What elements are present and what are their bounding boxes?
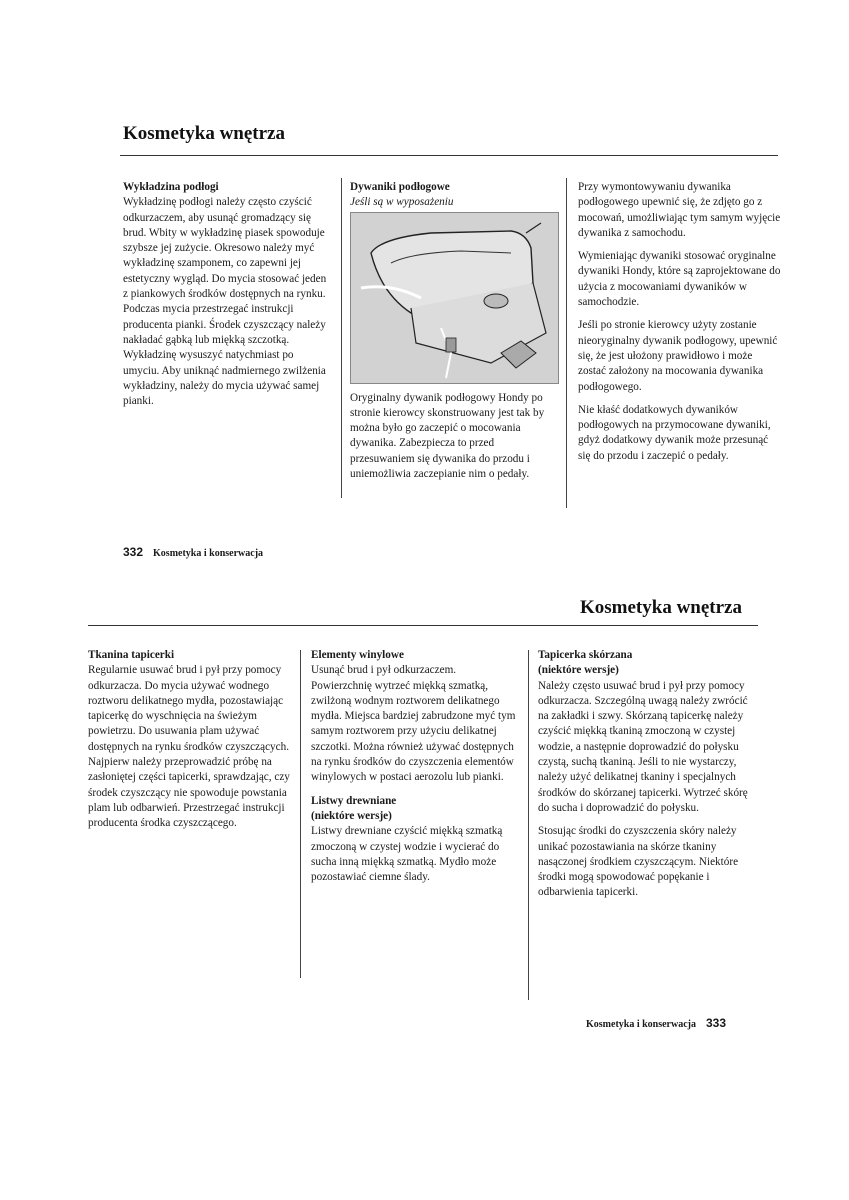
bottom-title-rule	[88, 625, 758, 626]
wood-trim-text: Listwy drewniane czyścić miękką szmatką zmoczoną w czystej wodzie i wycierać do sucha inną miękką szmatką. Mydło może pozostawiać ciemne ślady.	[311, 825, 503, 884]
top-title-rule	[120, 155, 778, 156]
leather-warning-text: Stosując środki do czyszczenia skóry należy unikać pozostawiania na skórze tkaniny nasączonej środkiem czyszczącym. Niektóre środki mogą spowodować popękanie i odbarwienia tapicerki.	[538, 825, 739, 899]
floor-mats-subheading: Jeśli są w wyposażeniu	[350, 196, 454, 209]
floor-mat-illustration	[350, 212, 559, 384]
top-footer	[123, 545, 263, 559]
vinyl-elements-heading: Elementy winylowe	[311, 649, 404, 661]
fabric-upholstery-text: Regularnie usuwać brud i pył przy pomocy odkurzacza. Do mycia używać wodnego roztworu delikatnego mydła, pozostawiając tapicerkę do wyschnięcia na świeżym powietrzu. Do usuwania plam używać dostępnych na rynku środków czyszczących. Najpierw należy przeprowadzić próbę na zasłoniętej części tapicerki, sprawdzając, czy środek czyszczący nie spowoduje powstania plam lub odbarwień. Przestrzegać instrukcji producenta środka czyszczącego.	[88, 664, 290, 830]
floor-mats-caption: Oryginalny dywanik podłogowy Hondy po stronie kierowcy skonstruowany jest tak by można było go zaczepić o mocowania dywanika. Zabezpiecza to przed przesuwaniem się dywanika do przodu i uniemożliwia zaczepianie nim o pedały.	[350, 391, 545, 481]
mat-replacement-text: Wymieniając dywaniki stosować oryginalne dywaniki Hondy, które są zaprojektowane do użycia z mocowaniami dywaników w samochodzie.	[578, 250, 781, 309]
bottom-footer	[586, 1016, 726, 1030]
leather-cleaning-text: Należy często usuwać brud i pył przy pomocy odkurzacza. Szczególną uwagą należy zwrócić na zakładki i szwy. Skórzaną tapicerkę należy czyścić miękką tkaniną zmoczoną w czystej wodzie, a następnie doprowadzić do połysku czystą, suchą tkaniną. Jeśli to nie wystarczy, należy użyć delikatnej tkaniny i specjalnych środków do skórzanej tapicerki. Wytrzeć skórę do sucha i doprowadzić do połysku.	[538, 679, 748, 814]
bottom-column-divider-2	[528, 650, 529, 1000]
floor-carpet-heading: Wykładzina podłogi	[123, 181, 219, 193]
bottom-column-divider-1	[300, 650, 301, 978]
top-page-title: Kosmetyka wnętrza	[123, 123, 285, 144]
wood-trim-subheading: (niektóre wersje)	[311, 809, 392, 822]
leather-upholstery-subheading: (niektóre wersje)	[538, 664, 619, 677]
top-footer-label: Kosmetyka i konserwacja	[153, 548, 264, 559]
wood-trim-heading: Listwy drewniane	[311, 794, 397, 807]
vinyl-elements-text: Usunąć brud i pył odkurzaczem. Powierzchnię wytrzeć miękką szmatką, zwilżoną wodnym roztworem delikatnego mydła. Miejsca bardziej zabrudzone myć tym samym roztworem przy użyciu delikatnej szczotki. Można również używać dostępnych na rynku środków do czyszczenia elementów winylowych w postaci aerozolu lub pianki.	[311, 664, 516, 784]
mat-removal-text: Przy wymontowywaniu dywanika podłogowego upewnić się, że zdjęto go z mocowań, umożliwiając tym samym wyjęcie dywanika z samochodu.	[578, 181, 781, 239]
top-column-3	[578, 180, 783, 472]
bottom-page-number: 333	[706, 1016, 727, 1030]
extra-mats-warning-text: Nie kłaść dodatkowych dywaników podłogowych na przymocowane dywaniki, gdyż dodatkowy dywanik może przesunąć się do przodu i zaczepić o pedały.	[578, 403, 771, 462]
bottom-footer-label: Kosmetyka i konserwacja	[586, 1019, 696, 1030]
floor-mats-heading: Dywaniki podłogowe	[350, 181, 450, 193]
bottom-column-1	[88, 648, 293, 840]
top-column-1	[123, 180, 328, 417]
bottom-column-3	[538, 648, 750, 909]
top-page-number: 332	[123, 545, 144, 559]
top-column-divider-2	[566, 178, 567, 508]
floor-mat-drawing-icon	[351, 213, 558, 383]
floor-carpet-text: Wykładzinę podłogi należy często czyścić odkurzaczem, aby usunąć gromadzący się brud. Wbity w wykładzinę piasek spowoduje szybsze jej zużycie. Okresowo należy myć wykładzinę szamponem, co zapewni jej estetyczny wygląd. Do mycia stosować jeden z piankowych środków dostępnych na rynku. Podczas mycia przestrzegać instrukcji producenta pianki. Środek czyszczący należy nakładać gąbką lub miękką szczotką. Wykładzinę wysuszyć natychmiast po umyciu. Aby uniknąć nadmiernego zwilżenia wykładziny, należy do mycia używać samej pianki.	[123, 196, 327, 408]
non-original-mat-text: Jeśli po stronie kierowcy użyty zostanie nieoryginalny dywanik podłogowy, upewnić się, że jest ułożony prawidłowo i może zostać założony na mocowania dywanika podłogowego.	[578, 319, 778, 393]
top-column-divider-1	[341, 178, 342, 498]
leather-upholstery-heading: Tapicerka skórzana	[538, 649, 633, 661]
fabric-upholstery-heading: Tkanina tapicerki	[88, 649, 175, 661]
bottom-column-2	[311, 648, 519, 893]
bottom-page-title: Kosmetyka wnętrza	[580, 597, 742, 618]
